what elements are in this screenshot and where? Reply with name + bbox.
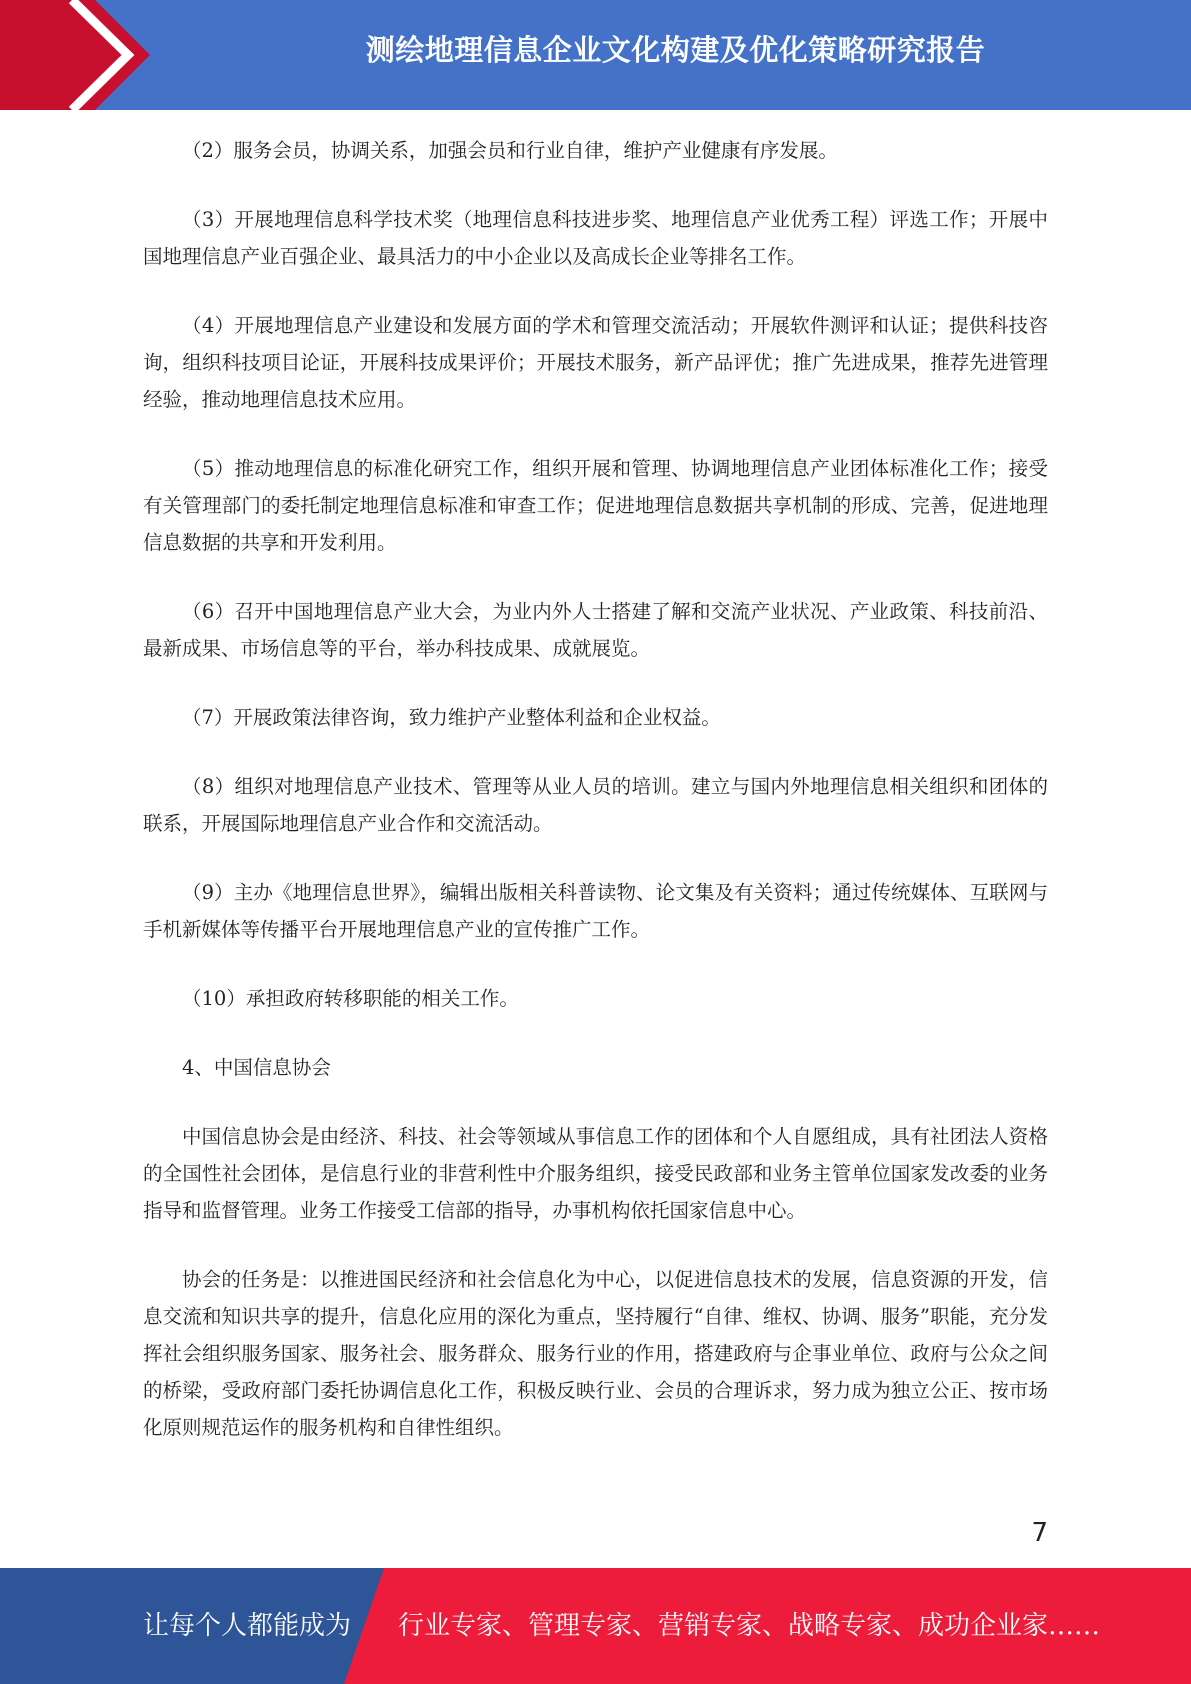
page-number: 7 (1031, 1518, 1048, 1548)
body-text (143, 132, 1048, 1446)
paragraph-item-2: （2）服务会员，协调关系，加强会员和行业自律，维护产业健康有序发展。 (182, 139, 838, 162)
paragraph-item-5: （5）推动地理信息的标准化研究工作，组织开展和管理、协调地理信息产业团体标准化工作；接受有关管理部门的委托制定地理信息标准和审查工作；促进地理信息数据共享机制的形成、完善，促进地理信息数据的共享和开发利用。 (143, 457, 1048, 554)
paragraph-item-8: （8）组织对地理信息产业技术、管理等从业人员的培训。建立与国内外地理信息相关组织和团体的联系，开展国际地理信息产业合作和交流活动。 (143, 775, 1048, 835)
footer-slogan-left: 让每个人都能成为 (143, 1611, 352, 1641)
paragraph-item-3: （3）开展地理信息科学技术奖（地理信息科技进步奖、地理信息产业优秀工程）评选工作；开展中国地理信息产业百强企业、最具活力的中小企业以及高成长企业等排名工作。 (143, 208, 1048, 268)
paragraph-item-6: （6）召开中国地理信息产业大会，为业内外人士搭建了解和交流产业状况、产业政策、科技前沿、最新成果、市场信息等的平台，举办科技成果、成就展览。 (143, 600, 1048, 660)
paragraph-item-7: （7）开展政策法律咨询，致力维护产业整体利益和企业权益。 (182, 706, 721, 729)
paragraph-tasks: 协会的任务是：以推进国民经济和社会信息化为中心，以促进信息技术的发展，信息资源的开发，信息交流和知识共享的提升，信息化应用的深化为重点，坚持履行“自律、维权、协调、服务”职能，充分发挥社会组织服务国家、服务社会、服务群众、服务行业的作用，搭建政府与企事业单位、政府与公众之间的桥梁，受政府部门委托协调信息化工作，积极反映行业、会员的合理诉求，努力成为独立公正、按市场化原则规范运作的服务机构和自律性组织。 (143, 1268, 1048, 1439)
report-title: 测绘地理信息企业文化构建及优化策略研究报告 (365, 33, 986, 67)
page-footer (0, 1568, 1191, 1684)
paragraph-item-9: （9）主办《地理信息世界》，编辑出版相关科普读物、论文集及有关资料；通过传统媒体、互联网与手机新媒体等传播平台开展地理信息产业的宣传推广工作。 (143, 881, 1048, 941)
footer-slogan-right: 行业专家、管理专家、营销专家、战略专家、成功企业家…… (398, 1611, 1101, 1641)
paragraph-intro: 中国信息协会是由经济、科技、社会等领域从事信息工作的团体和个人自愿组成，具有社团法人资格的全国性社会团体，是信息行业的非营利性中介服务组织，接受民政部和业务主管单位国家发改委的业务指导和监督管理。业务工作接受工信部的指导，办事机构依托国家信息中心。 (143, 1125, 1048, 1222)
paragraph-item-4: （4）开展地理信息产业建设和发展方面的学术和管理交流活动；开展软件测评和认证；提供科技咨询，组织科技项目论证，开展科技成果评价；开展技术服务，新产品评优；推广先进成果，推荐先进管理经验，推动地理信息技术应用。 (143, 314, 1048, 411)
paragraph-item-10: （10）承担政府转移职能的相关工作。 (182, 987, 519, 1010)
chevron-arrow-icon (0, 0, 160, 110)
page-header (0, 0, 1191, 110)
section-heading: 4、中国信息协会 (182, 1056, 331, 1079)
